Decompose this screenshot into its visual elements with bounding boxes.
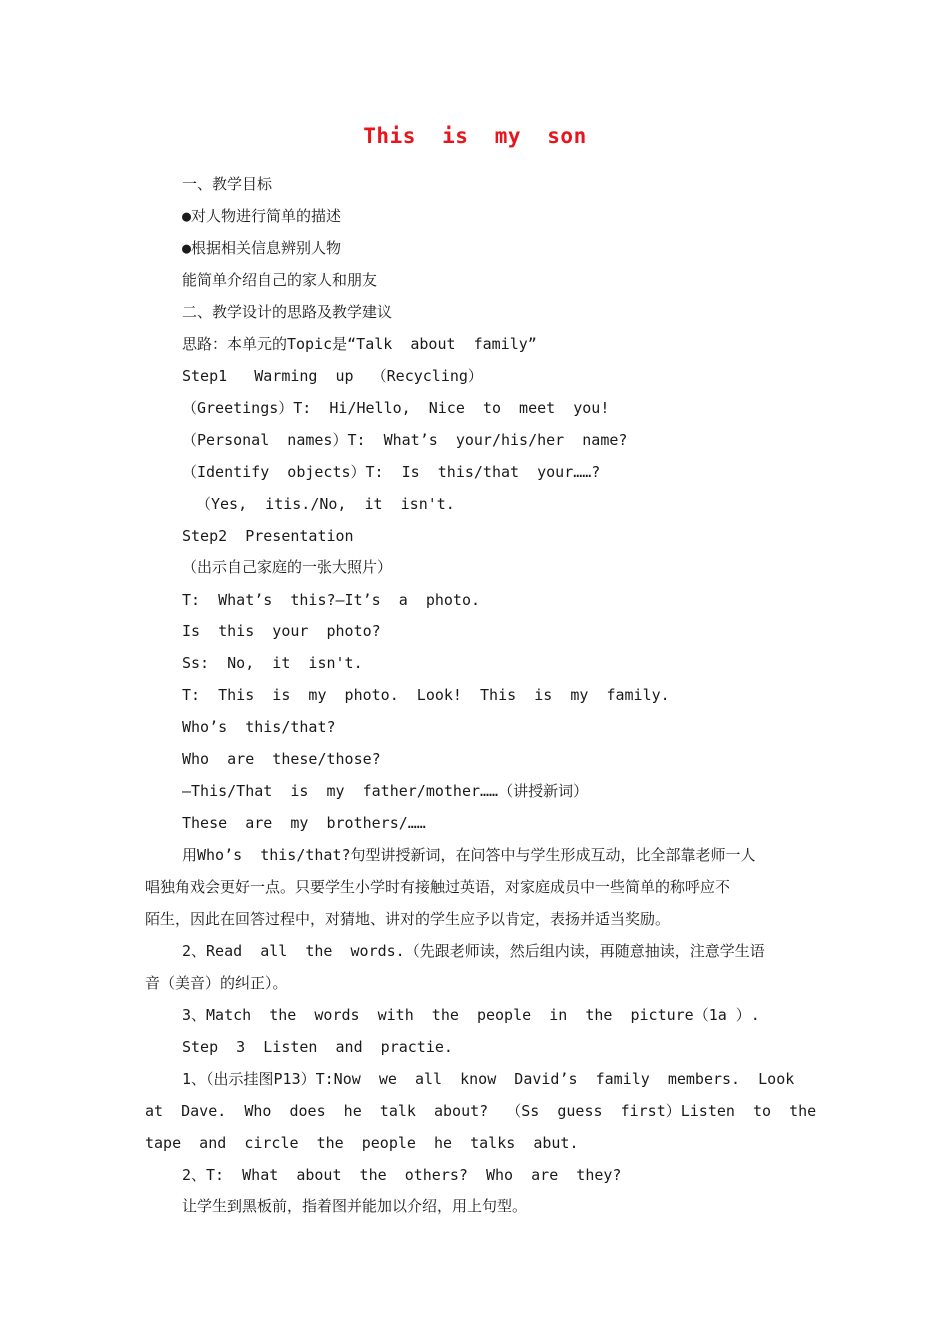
paragraph-line: tape and circle the people he talks abut. [145, 1134, 579, 1152]
text-line: Who’s this/that? [182, 718, 336, 736]
objective-item: ●根据相关信息辨别人物 [182, 239, 342, 257]
section-heading-objectives: 一、教学目标 [182, 175, 273, 193]
text-line: 让学生到黑板前，指着图并能加以介绍，用上句型。 [182, 1197, 528, 1215]
paragraph-line: 音（美音）的纠正）。 [145, 974, 288, 992]
paragraph-line: 陌生，因此在回答过程中，对猜地、讲对的学生应予以肯定，表扬并适当奖励。 [145, 910, 671, 928]
text-line: T: This is my photo. Look! This is my family. [182, 686, 670, 704]
document-title: This is my son [363, 124, 587, 148]
paragraph-line: 2、Read all the words.（先跟老师读，然后组内读，再随意抽读，注意学生语 [182, 942, 765, 960]
text-line: 3、Match the words with the people in the picture（1a ）. [182, 1006, 760, 1024]
text-line: These are my brothers/…… [182, 814, 426, 832]
paragraph-line: 1、（出示挂图P13）T:Now we all know David’s family members. Look [182, 1070, 795, 1088]
paragraph-line: 唱独角戏会更好一点。只要学生小学时有接触过英语，对家庭成员中一些简单的称呼应不 [145, 878, 731, 896]
text-line: （Identify objects）T: Is this/that your……? [182, 463, 601, 481]
paragraph-line: 用Who’s this/that?句型讲授新词，在问答中与学生形成互动，比全部靠老师一人 [182, 846, 756, 864]
objective-item: ●对人物进行简单的描述 [182, 207, 342, 225]
text-line: （Greetings）T: Hi/Hello, Nice to meet you! [182, 399, 610, 417]
text-line: Who are these/those? [182, 750, 381, 768]
text-line: Ss: No, it isn't. [182, 654, 363, 672]
text-line: —This/That is my father/mother……（讲授新词） [182, 782, 589, 800]
text-line: （Yes, itis./No, it isn't. [196, 495, 455, 513]
paragraph-line: at Dave. Who does he talk about? （Ss guess first）Listen to the [145, 1102, 817, 1120]
step-heading: Step2 Presentation [182, 527, 354, 545]
step-heading: Step 3 Listen and practie. [182, 1038, 453, 1056]
text-line: （Personal names）T: What’s your/his/her name? [182, 431, 628, 449]
text-line: 2、T: What about the others? Who are they? [182, 1166, 622, 1184]
text-line: （出示自己家庭的一张大照片） [182, 558, 393, 576]
step-heading: Step1 Warming up （Recycling） [182, 367, 483, 385]
section-heading-design: 二、教学设计的思路及教学建议 [182, 303, 393, 321]
text-line: T: What’s this?—It’s a photo. [182, 591, 481, 609]
text-line: 思路：本单元的Topic是“Talk about family” [182, 335, 537, 353]
text-line: Is this your photo? [182, 622, 381, 640]
objective-item: 能简单介绍自己的家人和朋友 [182, 271, 378, 289]
